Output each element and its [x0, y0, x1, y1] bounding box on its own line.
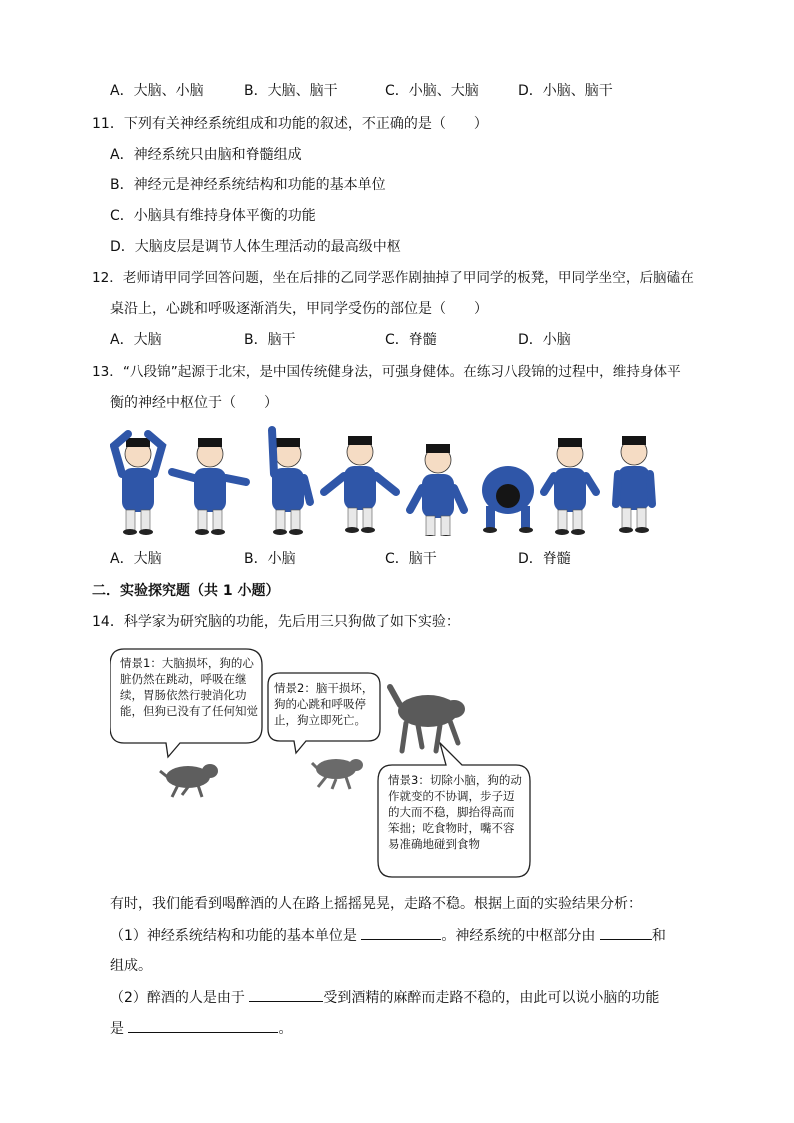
figure-5: [410, 444, 464, 536]
q12-stem-line1: 12．老师请甲同学回答问题，坐在后排的乙同学恶作剧抽掉了甲同学的板凳，甲同学坐空，后脑磕在: [92, 270, 694, 286]
q10-option-a: A．大脑、小脑: [110, 83, 204, 99]
figure-3: [272, 430, 310, 535]
q14-sub2-line2: [110, 1018, 292, 1039]
sub2-prompt: （2）醉酒的人是由于: [110, 990, 245, 1006]
sub1-and: 和: [651, 928, 666, 944]
sub2-period: 。: [278, 1021, 293, 1037]
baduanjin-illustration: [110, 418, 670, 536]
q12-option-a: A．大脑: [110, 332, 162, 348]
figure-7: [544, 438, 596, 535]
q13-option-d: D．脊髓: [518, 551, 571, 567]
figure-4: [324, 436, 396, 533]
q10-option-b: B．大脑、脑干: [244, 83, 338, 99]
q12-option-c: C．脊髓: [385, 332, 437, 348]
q13-option-a: A．大脑: [110, 551, 162, 567]
dog-1-lying: [160, 764, 218, 797]
q14-sub1-line2: 组成。: [110, 958, 152, 974]
scene-2-text: 情景2：脑干损坏，狗的心跳和呼吸停止，狗立即死亡。: [274, 681, 374, 727]
figure-1: [114, 434, 162, 535]
q13-stem-line1: 13．“八段锦”起源于北宋，是中国传统健身法，可强身健体。在练习八段锦的过程中，维持身体平: [92, 364, 681, 380]
q11-option-a: A．神经系统只由脑和脊髓组成: [110, 147, 302, 163]
figure-8: [616, 436, 652, 533]
sub2-is: 是: [110, 1021, 124, 1037]
q14-intro: 有时，我们能看到喝醉酒的人在路上摇摇晃晃，走路不稳。根据上面的实验结果分析：: [110, 896, 642, 912]
section-2-title: 二．实验探究题（共 1 小题）: [92, 583, 280, 599]
dog-2-lying: [312, 759, 363, 789]
q10-option-d: D．小脑、脑干: [518, 83, 613, 99]
q13-option-b: B．小脑: [244, 551, 296, 567]
q13-option-c: C．脑干: [385, 551, 437, 567]
figure-6-bending: [482, 466, 534, 533]
scene-1-text: 情景1：大脑损坏，狗的心脏仍然在跳动，呼吸在继续，胃肠依然行驶消化功能，但狗已没有了任何知觉: [120, 656, 258, 718]
q10-option-c: C．小脑、大脑: [385, 83, 479, 99]
sub1-prompt: （1）神经系统结构和功能的基本单位是: [110, 928, 357, 944]
q11-option-d: D．大脑皮层是调节人体生理活动的最高级中枢: [110, 239, 401, 255]
dog-3-walking: [390, 687, 465, 751]
q12-option-d: D．小脑: [518, 332, 571, 348]
q13-stem-line2: 衡的神经中枢位于（ ）: [110, 395, 278, 411]
q11-option-c: C．小脑具有维持身体平衡的功能: [110, 208, 316, 224]
sub2-prompt-2: 受到酒精的麻醉而走路不稳的，由此可以说小脑的功能: [323, 990, 660, 1006]
q12-option-b: B．脑干: [244, 332, 296, 348]
q14-stem: 14．科学家为研究脑的功能，先后用三只狗做了如下实验：: [92, 614, 460, 630]
answer-blank-1[interactable]: [361, 925, 441, 940]
answer-blank-2[interactable]: [600, 925, 652, 940]
q14-sub1-line1: [110, 925, 666, 946]
q14-sub2-line1: [110, 987, 659, 1008]
q12-stem-line2: 桌沿上，心跳和呼吸逐渐消失，甲同学受伤的部位是（ ）: [110, 301, 488, 317]
q11-stem: 11．下列有关神经系统组成和功能的叙述，不正确的是（ ）: [92, 116, 488, 132]
q11-option-b: B．神经元是神经系统结构和功能的基本单位: [110, 177, 386, 193]
answer-blank-4[interactable]: [128, 1018, 278, 1033]
scene-3-text: 情景3：切除小脑，狗的动作就变的不协调，步子迈的大而不稳，脚抬得高而笨拙；吃食物时，嘴不容易准确地碰到食物: [388, 773, 522, 851]
answer-blank-3[interactable]: [249, 987, 323, 1002]
figure-2: [172, 438, 246, 535]
sub1-prompt-2: 。神经系统的中枢部分由: [441, 928, 596, 944]
